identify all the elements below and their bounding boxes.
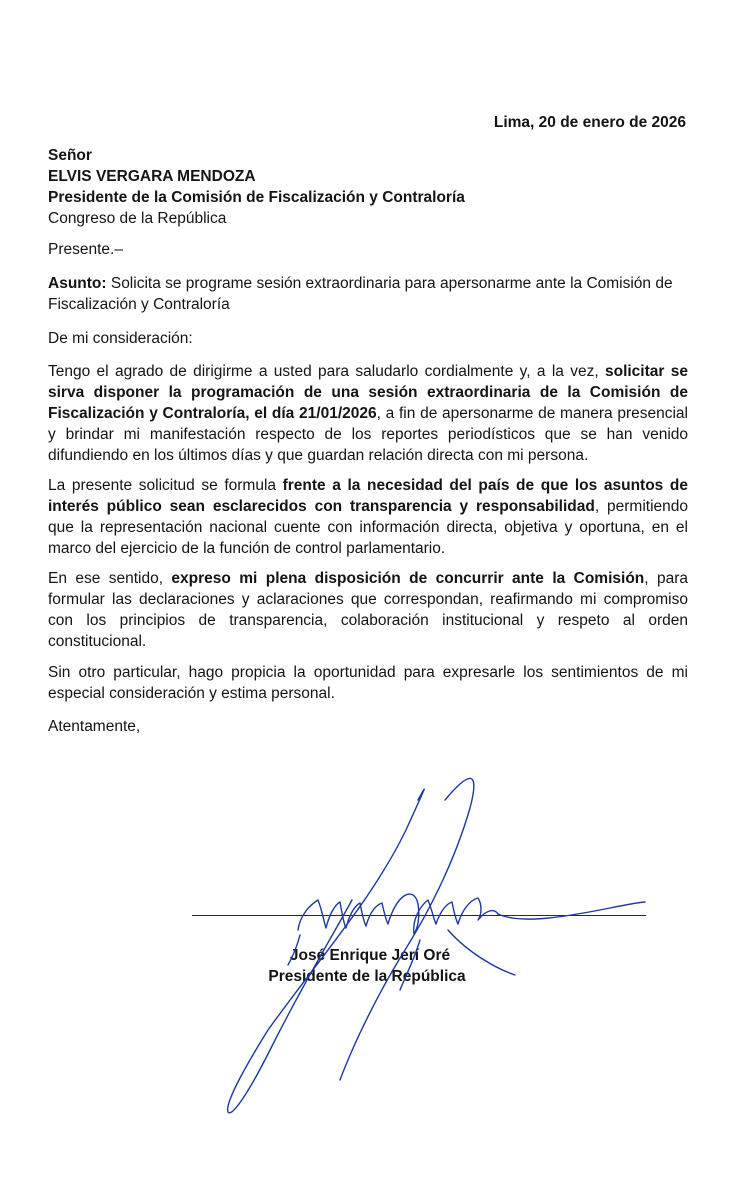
subject-label: Asunto: bbox=[48, 275, 107, 292]
paragraph-request-rest: , a fin de apersonarme de manera presencial y brindar mi manifestación respecto de los reportes periodísticos que se han venido difundiendo en los últimos días y que guardan relación directa con mi persona. bbox=[48, 405, 688, 464]
subject-block bbox=[48, 273, 688, 315]
signature-line bbox=[192, 915, 646, 916]
paragraph-justification-intro: La presente solicitud se formula bbox=[48, 477, 283, 494]
presente-line: Presente.– bbox=[48, 241, 123, 258]
paragraph-request-intro: Tengo el agrado de dirigirme a usted para saludarlo cordialmente y, a la vez, bbox=[48, 363, 605, 380]
paragraph-closing: Sin otro particular, hago propicia la oportunidad para expresarle los sentimientos de mi especial consideración y estima personal. bbox=[48, 664, 688, 702]
letter-date: Lima, 20 de enero de 2026 bbox=[493, 114, 686, 131]
paragraph-disposition-intro: En ese sentido, bbox=[48, 570, 172, 587]
paragraph-disposition-bold: expreso mi plena disposición de concurrir ante la Comisión bbox=[171, 570, 645, 587]
closing-line: Atentamente, bbox=[48, 718, 141, 735]
paragraph-justification bbox=[48, 475, 688, 559]
paragraph-disposition bbox=[48, 568, 688, 652]
addressee-salutation: Señor bbox=[48, 147, 92, 164]
addressee-institution: Congreso de la República bbox=[48, 210, 227, 227]
paragraph-justification-bold: frente a la necesidad del país de que los asuntos de interés público sean esclarecidos con transparencia y responsabilidad bbox=[48, 477, 688, 515]
paragraph-justification-rest: , permitiendo que la representación nacional cuente con información directa, objetiva y oportuna, en el marco del ejercicio de la función de control parlamentario. bbox=[48, 498, 688, 557]
greeting: De mi consideración: bbox=[48, 330, 193, 347]
addressee-name: ELVIS VERGARA MENDOZA bbox=[48, 168, 256, 185]
paragraph-disposition-rest: , para formular las declaraciones y aclaraciones que correspondan, reafirmando mi compromiso con los principios de transparencia, colaboración institucional y respeto al orden constitucional. bbox=[48, 570, 688, 650]
addressee-block bbox=[48, 145, 688, 229]
signer-title: Presidente de la República bbox=[268, 968, 466, 985]
subject-text: Solicita se programe sesión extraordinaria para apersonarme ante la Comisión de Fiscalización y Contraloría bbox=[48, 275, 673, 313]
signer-name: José Enrique Jerí Oré bbox=[289, 947, 451, 964]
paragraph-request-bold: solicitar se sirva disponer la programación de una sesión extraordinaria de la Comisión de Fiscalización y Contraloría, el día 21/01/2026 bbox=[48, 363, 688, 422]
addressee-position: Presidente de la Comisión de Fiscalización y Contraloría bbox=[48, 189, 465, 206]
paragraph-request bbox=[48, 361, 688, 466]
